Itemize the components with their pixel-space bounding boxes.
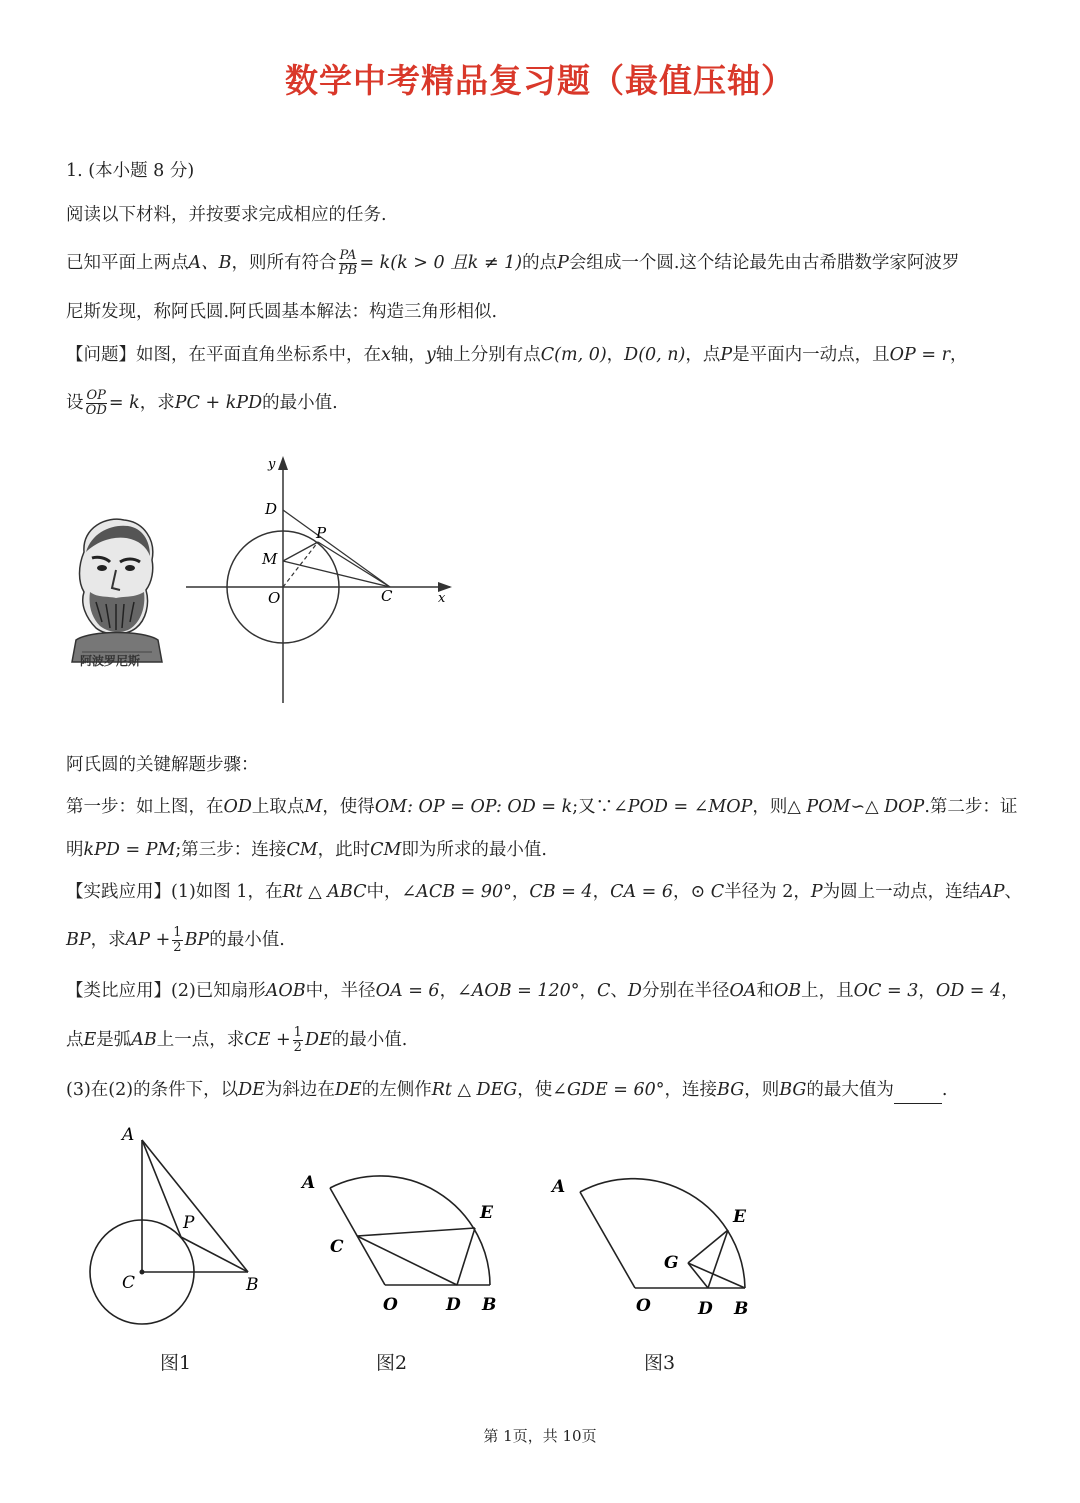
label-a: A <box>302 1173 316 1193</box>
label-d: D <box>446 1295 461 1315</box>
label-o: O <box>636 1296 651 1316</box>
y-axis-arrow <box>278 456 288 470</box>
figure-2-caption: 图2 <box>376 1352 408 1374</box>
label-p: P <box>316 524 327 542</box>
material-line-2: 尼斯发现，称阿氏圆.阿氏圆基本解法：构造三角形相似. <box>66 302 498 322</box>
intro-text: 阅读以下材料，并按要求完成相应的任务. <box>66 205 387 225</box>
arc-ab <box>580 1179 745 1288</box>
label-a: A <box>122 1125 135 1145</box>
label-x: x <box>438 591 446 606</box>
figure-1 <box>80 1118 280 1338</box>
steps-line-1: 第一步：如上图，在OD上取点M，使得OM: OP = OP: OD = k;又∵∠POD = ∠MOP，则△ POM∽△ DOP.第二步：证 <box>66 797 1018 817</box>
material-line-1: 已知平面上两点A、B，则所有符合 $\frac{PA}{PB}$ = k(k > 0 且k ≠ 1)的点P会组成一个圆.这个结论最先由古希腊数学家阿波罗 <box>66 248 960 278</box>
label-c: C <box>381 587 393 605</box>
problem-line-2: 设 $\frac{OP}{OD}$ = k，求PC + kPD的最小值. <box>66 388 338 418</box>
segment-mc <box>283 561 390 587</box>
page-title: 数学中考精品复习题（最值压轴） <box>285 61 795 100</box>
label-g: G <box>664 1253 679 1273</box>
segment-ap <box>142 1140 181 1237</box>
label-d: D <box>698 1299 713 1319</box>
steps-heading: 阿氏圆的关键解题步骤： <box>66 755 259 775</box>
figure-3 <box>540 1130 770 1330</box>
figure-2 <box>290 1130 520 1330</box>
practice-line-2: BP，求AP + $\frac{1}{2}$ BP的最小值. <box>66 925 285 955</box>
question-number: 1. (本小题 8 分) <box>66 161 195 181</box>
page-footer: 第 1页，共 10页 <box>483 1427 597 1445</box>
segment-ab <box>142 1140 248 1272</box>
segment-pc <box>318 542 390 587</box>
steps-line-2: 明kPD = PM;第三步：连接CM，此时CM即为所求的最小值. <box>66 840 547 860</box>
label-e: E <box>480 1203 493 1223</box>
coordinate-figure <box>180 448 470 708</box>
segment-dc <box>283 510 390 587</box>
segment-oa <box>580 1192 635 1288</box>
fraction-op-od: $\frac{OP}{OD}$ <box>85 388 107 418</box>
fraction-one-half: $\frac{1}{2}$ <box>173 925 182 955</box>
analogy-line-1: 【类比应用】(2)已知扇形AOB中，半径OA = 6，∠AOB = 120°，C、D分别在半径OA和OB上，且OC = 3，OD = 4， <box>66 981 1019 1001</box>
segment-op-dashed <box>283 542 318 587</box>
portrait-caption: 阿波罗尼斯 <box>80 654 141 668</box>
label-a: A <box>552 1177 566 1197</box>
practice-line-1: 【实践应用】(1)如图 1，在Rt △ ABC中，∠ACB = 90°，CB = 4，CA = 6，⊙ C半径为 2，P为圆上一动点，连结AP、 <box>66 882 1023 902</box>
segment-mp <box>283 542 318 561</box>
analogy-line-2: 点E是弧AB上一点，求CE + $\frac{1}{2}$ DE的最小值. <box>66 1025 408 1055</box>
label-m: M <box>262 550 278 568</box>
label-p: P <box>183 1213 195 1233</box>
label-b: B <box>734 1299 749 1319</box>
label-b: B <box>246 1275 259 1295</box>
label-d: D <box>265 500 278 518</box>
part3-line: (3)在(2)的条件下，以DE为斜边在DE的左侧作Rt △ DEG，使∠GDE = 60°，连接BG，则BG的最大值为 . <box>66 1076 1026 1104</box>
label-e: E <box>733 1207 746 1227</box>
label-c: C <box>330 1237 344 1257</box>
fraction-one-half-2: $\frac{1}{2}$ <box>293 1025 302 1055</box>
point-c <box>140 1270 145 1275</box>
figure-1-caption: 图1 <box>160 1352 192 1374</box>
figure-3-caption: 图3 <box>644 1352 676 1374</box>
label-b: B <box>482 1295 497 1315</box>
fraction-pa-pb: $\frac{PA}{PB}$ <box>338 248 358 278</box>
segment-ce <box>357 1228 475 1236</box>
segment-gb <box>688 1263 745 1288</box>
label-o: O <box>268 589 281 607</box>
answer-blank <box>894 1085 942 1104</box>
label-c: C <box>122 1273 136 1293</box>
problem-line-1: 【问题】如图，在平面直角坐标系中，在x轴，y轴上分别有点C(m, 0)，D(0, n)，点P是平面内一动点，且OP = r， <box>66 345 968 365</box>
segment-de <box>457 1228 475 1285</box>
label-o: O <box>383 1295 398 1315</box>
label-y: y <box>268 457 276 472</box>
